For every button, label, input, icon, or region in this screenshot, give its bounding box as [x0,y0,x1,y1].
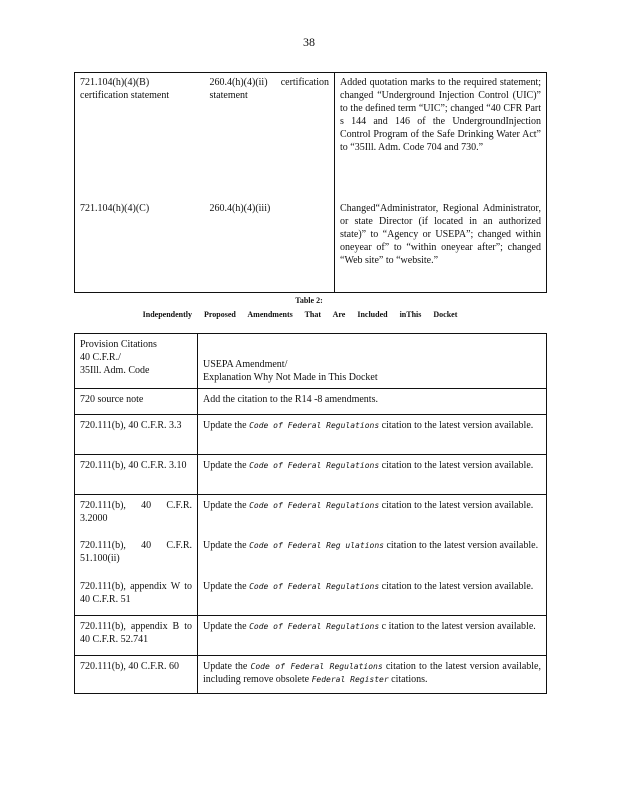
table-cell: 720.111(b), 40 C.F.R. 3.10 [75,455,198,495]
cell-text: Update the [203,420,250,431]
cell-text: citations. [388,674,428,685]
cell-text: 720.111(b), 40 C.F.R. 51.100(ii) [80,540,192,564]
cell-text: citation to the latest version available. [379,420,534,431]
table-cell: 720 source note [75,389,198,415]
table-cell [198,495,547,576]
cell-text: citation to the latest version available. [379,580,534,592]
table-row [75,576,547,616]
cfr-title: Code of Federal Regulations [250,662,383,671]
table-caption-title: Independently Proposed Amendments That Are Included inThis Docket [142,310,458,319]
table-cell: Added quotation marks to the required statement; changed “Underground Injection Control (UIC)” to the defined term “UIC”; changed “40 CFR Part s 144 and 146 of the UndergroundInjection Control Program of the Safe Drinking Water Act” to “35Ill. Adm. Code 704 and 730.” [335,73,547,199]
cell-text: citation to the latest version available. [379,460,534,471]
cell-text: citation to the latest version available. [379,500,534,511]
table-row [75,73,547,199]
table-cell: 721.104(h)(4)(B) certification statement [75,73,205,199]
table-header-cell [75,334,198,389]
table-row [75,389,547,415]
federal-register-title: Federal Register [311,675,389,684]
header-line: 40 C.F.R./ [80,352,121,363]
table-cell [75,495,198,576]
page-number: 38 [303,35,315,49]
table-cell: 721.104(h)(4)(C) [75,199,205,293]
table-row [75,616,547,656]
cfr-title: Code of Federal Reg ulations [249,541,384,550]
table-cell: 720.111(b), appendix B to 40 C.F.R. 52.741 [75,616,198,656]
cell-text: Update the [203,621,250,632]
table-cell [198,455,547,495]
header-line: Explanation Why Not Made in This Docket [203,372,378,383]
cfr-title: Code of Federal Regulations [249,461,380,470]
header-line: 35Ill. Adm. Code [80,365,150,376]
cfr-title: Code of Federal Regulations [249,421,380,430]
cell-text: citation to the latest version available. [383,540,539,551]
cell-text: citation to the latest version available, including remove obsolete [203,661,541,685]
cell-text: Update the [203,580,250,592]
cell-text: 720.111(b), 40 C.F.R. 3.2000 [80,500,192,524]
table-row [75,199,547,293]
table-row [75,455,547,495]
continued-amendments-table [74,72,547,293]
table-cell [198,576,547,616]
table-row [75,415,547,455]
cfr-title: Code of Federal Regulations [249,581,380,591]
table-cell: Changed“Administrator, Regional Administrator, or state Director (if located in an authorized state)” to “Agency or USEPA”; changed within oneyear of” to “within oneyear after”; changed “Web site” to “website.” [335,199,547,293]
table-row [75,495,547,576]
table-cell [198,616,547,656]
table-row [75,656,547,694]
header-line: USEPA Amendment/ [203,359,288,370]
table-cell: 720.111(b), appendix W to 40 C.F.R. 51 [75,576,198,616]
table-cell: 720.111(b), 40 C.F.R. 3.3 [75,415,198,455]
cell-text: Update the [203,460,250,471]
table-cell [198,656,547,694]
cell-text: Add the citation to the R14 -8 amendments. [203,394,378,405]
table-cell [198,415,547,455]
table-caption: Table 2: [295,296,323,305]
cell-text: c itation to the latest version available. [379,621,536,632]
table-cell: 260.4(h)(4)(ii) certification statement [205,73,335,199]
cell-text: Update the [203,540,250,551]
cfr-title: Code of Federal Regulations [249,501,380,510]
header-line: Provision Citations [80,339,157,350]
table-cell: 260.4(h)(4)(iii) [205,199,335,293]
cfr-title: Code of Federal Regulations [249,622,380,631]
table-header-cell [198,334,547,389]
cell-text: Update the [203,500,250,511]
proposed-amendments-table [74,333,547,694]
table-cell: 720.111(b), 40 C.F.R. 60 [75,656,198,694]
table-header-row [75,334,547,389]
cell-text: Update the [203,661,251,672]
table-cell [198,389,547,415]
